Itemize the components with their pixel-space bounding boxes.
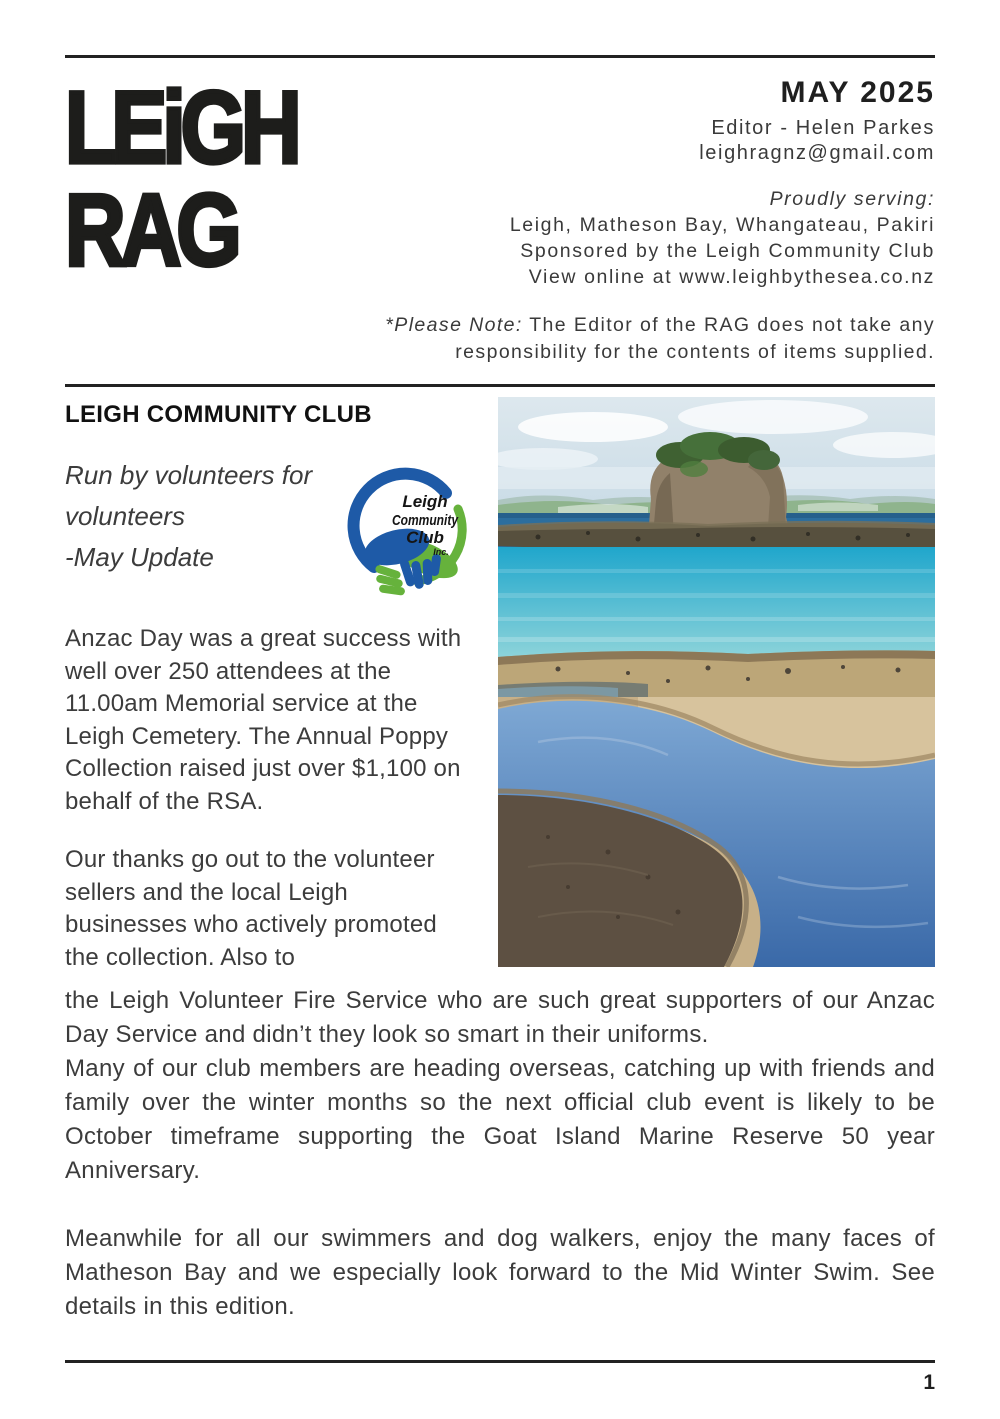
intro-line-1: Run by volunteers for [65,460,313,490]
please-note-rest: The Editor of the RAG does not take any [522,314,935,336]
bottom-divider [65,1360,935,1363]
svg-text:Community: Community [392,512,459,529]
logo-line-rag: RAG [65,172,237,288]
serving-areas: Leigh, Matheson Bay, Whangateau, Pakiri [509,214,935,236]
paragraph-members-overseas: Many of our club members are heading overseas, catching up with friends and family over the winter months so the next official club event is likely to be October timeframe supporting the Goat Island Marine Reserve 50 year Anniversary. [65,1055,935,1184]
top-divider [65,55,935,58]
paragraph-swimmers: Meanwhile for all our swimmers and dog walkers, enjoy the many faces of Matheson Bay and we especially look forward to the Mid Winter Swim. See details in this edition. [65,1225,935,1320]
masthead [65,69,935,290]
logo-line-leigh: LEiGH [65,69,297,185]
please-note-label: *Please Note: [385,314,523,336]
issue-date: MAY 2025 [780,76,935,109]
intro-text [65,455,312,578]
intro-row [65,455,473,597]
matheson-bay-photo [498,397,935,967]
serving-label: Proudly serving: [769,188,935,210]
paragraph-thanks: Our thanks go out to the volunteer sellers and the local Leigh businesses who actively promoted the collection. Also to [65,846,437,971]
beach-photo-illustration [498,397,935,967]
online-line: View online at www.leighbythesea.co.nz [528,266,935,288]
masthead-right [510,76,935,290]
intro-line-3: -May Update [65,542,214,572]
paragraph-anzac: Anzac Day was a great success with well over 250 attendees at the 11.00am Memorial service at the Leigh Cemetery. The Annual Poppy Collection raised just over $1,100 on behalf of the RSA. [65,625,462,815]
leigh-rag-logo [65,69,297,337]
svg-text:Inc.: Inc. [433,547,449,557]
paragraph-fire-service: the Leigh Volunteer Fire Service who are such great supporters of our Anzac Day Service and didn’t they look so smart in their uniforms. [65,987,935,1048]
serving-block [510,186,935,290]
please-note-line2: responsibility for the contents of items supplied. [455,341,935,363]
article [65,387,935,1324]
email-line: leighragnz@gmail.com [699,142,935,164]
article-heading: LEIGH COMMUNITY CLUB [65,401,372,428]
photo-turquoise-water [498,547,935,659]
editor-line: Editor - Helen Parkes [711,117,935,139]
photo-island [648,432,791,537]
article-left-column [65,387,473,974]
sponsor-line: Sponsored by the Leigh Community Club [520,240,935,262]
article-columns [65,387,935,974]
leigh-community-club-logo-icon [345,455,473,597]
intro-line-2: volunteers [65,501,185,531]
svg-text:Leigh: Leigh [402,492,448,511]
page-number: 1 [923,1371,935,1394]
svg-text:Club: Club [406,528,444,547]
